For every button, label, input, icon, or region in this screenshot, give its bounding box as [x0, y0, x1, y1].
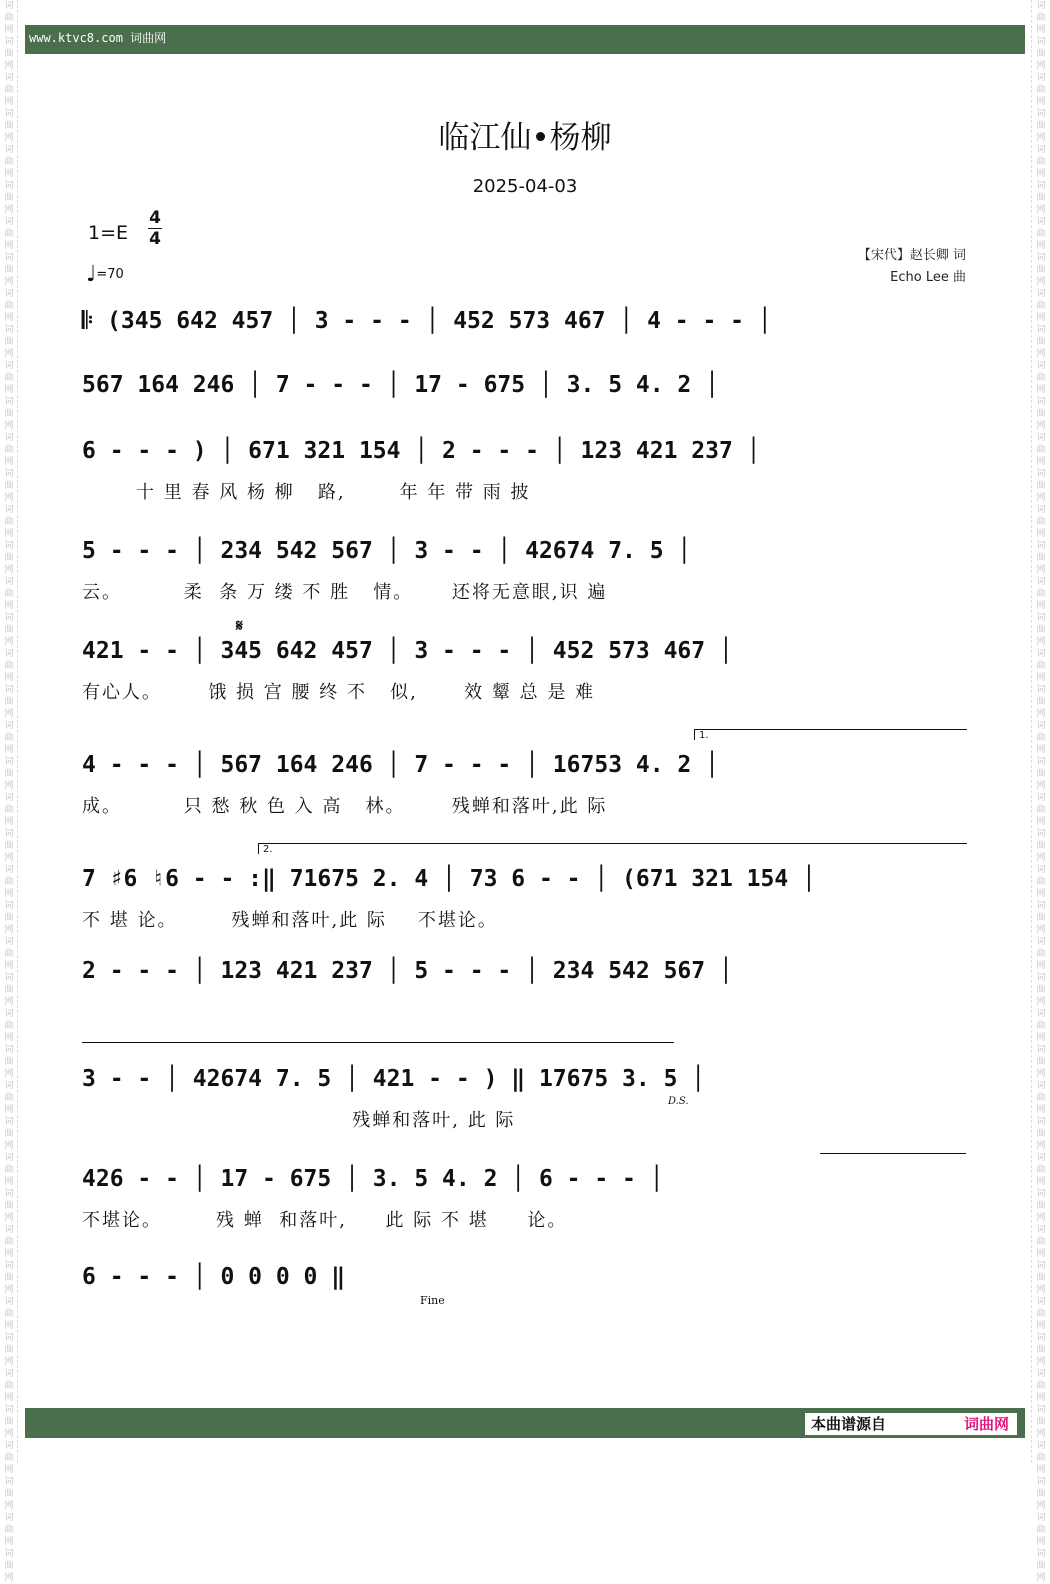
lyrics-line-6: 成。 只 愁 秋 色 入 高 林。 残蝉和落叶,此 际 — [82, 796, 608, 817]
notes-line-6: 4 - - - │ 567 164 246 │ 7 - - - │ 16753 4. 2 │ — [82, 752, 719, 778]
composer-credit: Echo Lee 曲 — [890, 270, 966, 285]
notes-line-10: 426 - - │ 17 - 675 │ 3. 5 4. 2 │ 6 - - - │ — [82, 1166, 664, 1192]
quarter-note-icon: ♩ — [86, 262, 97, 287]
fine-mark: Fine — [420, 1294, 445, 1307]
source-site[interactable]: 词曲网 — [963, 1415, 1009, 1433]
footer-bar — [25, 1408, 1025, 1438]
tempo-mark — [86, 262, 124, 287]
time-signature-bottom: 4 — [149, 229, 161, 249]
notes-line-9: 3 - - │ 42674 7. 5 │ 421 - - ) ‖ 17675 3. 5 │ — [82, 1066, 706, 1092]
ds-mark: D.S. — [668, 1096, 689, 1107]
segno-sign: 𝄋 — [236, 616, 243, 635]
lyrics-line-10: 不堪论。 残 蝉 和落叶, 此 际 不 堪 论。 — [82, 1210, 568, 1231]
score-title: 临江仙•杨柳 — [438, 120, 612, 156]
lyrics-line-4: 云。 柔 条 万 缕 不 胜 情。 还将无意眼,识 遍 — [82, 582, 608, 603]
tie-line-10 — [820, 1153, 966, 1164]
header-bar — [25, 25, 1025, 54]
key-signature: 1=E — [88, 222, 129, 244]
source-label: 本曲谱源自 — [811, 1415, 887, 1433]
lyrics-line-9: 残蝉和落叶, 此 际 — [82, 1110, 516, 1131]
left-dashed-rule — [17, 0, 18, 1463]
notes-line-1: 𝄆 (345 642 457 │ 3 - - - │ 452 573 467 │ 4 - - - │ — [82, 308, 772, 334]
left-watermark-strip: 词曲网词曲网词曲网词曲网词曲网词曲网词曲网词曲网词曲网词曲网词曲网词曲网词曲网词曲网词曲网词曲网词曲网词曲网词曲网词曲网词曲网词曲网词曲网词曲网词曲网词曲网词曲网词曲网词曲网词曲网词曲网词曲网词曲网词曲网词曲网词曲网词曲网词曲网词曲网词曲网词曲网词曲网词曲网词曲网 — [4, 1, 14, 1583]
notes-line-7: 7 ♯6 ♮6 - - :‖ 71675 2. 4 │ 73 6 - - │ (671 321 154 │ — [82, 866, 816, 892]
right-watermark-strip: 词曲网词曲网词曲网词曲网词曲网词曲网词曲网词曲网词曲网词曲网词曲网词曲网词曲网词曲网词曲网词曲网词曲网词曲网词曲网词曲网词曲网词曲网词曲网词曲网词曲网词曲网词曲网词曲网词曲网词曲网词曲网词曲网词曲网词曲网词曲网词曲网词曲网词曲网词曲网词曲网词曲网词曲网词曲网词曲网 — [1036, 1, 1046, 1583]
score-date: 2025-04-03 — [472, 176, 578, 197]
lyrics-line-3: 十 里 春 风 杨 柳 路, 年 年 带 雨 披 — [82, 482, 531, 503]
site-url[interactable]: www.ktvc8.com 词曲网 — [29, 31, 167, 45]
notes-line-5: 421 - - │ 345 642 457 │ 3 - - - │ 452 573 467 │ — [82, 638, 733, 664]
right-dashed-rule — [1031, 0, 1032, 1463]
notes-line-8: 2 - - - │ 123 421 237 │ 5 - - - │ 234 542 567 │ — [82, 958, 733, 984]
lyrics-line-7: 不 堪 论。 残蝉和落叶,此 际 不堪论。 — [82, 910, 498, 931]
tempo-value: =70 — [96, 267, 124, 282]
volta-2-label: 2. — [263, 844, 273, 855]
lyricist-credit: 【宋代】赵长卿 词 — [857, 248, 966, 263]
notes-line-2: 567 164 246 │ 7 - - - │ 17 - 675 │ 3. 5 4. 2 │ — [82, 372, 719, 398]
source-box[interactable] — [805, 1413, 1017, 1435]
volta-1-label: 1. — [699, 730, 709, 741]
volta-bracket-1 — [694, 729, 967, 740]
bracket-line-9 — [82, 1042, 674, 1053]
volta-bracket-2 — [258, 843, 967, 854]
time-signature-top: 4 — [149, 208, 161, 228]
lyrics-line-5: 有心人。 饿 损 宫 腰 终 不 似, 效 颦 总 是 难 — [82, 682, 596, 703]
time-signature — [146, 208, 164, 249]
notes-line-4: 5 - - - │ 234 542 567 │ 3 - - │ 42674 7. 5 │ — [82, 538, 692, 564]
notes-line-3: 6 - - - ) │ 671 321 154 │ 2 - - - │ 123 421 237 │ — [82, 438, 761, 464]
notes-line-11: 6 - - - │ 0 0 0 0 ‖ — [82, 1264, 346, 1290]
